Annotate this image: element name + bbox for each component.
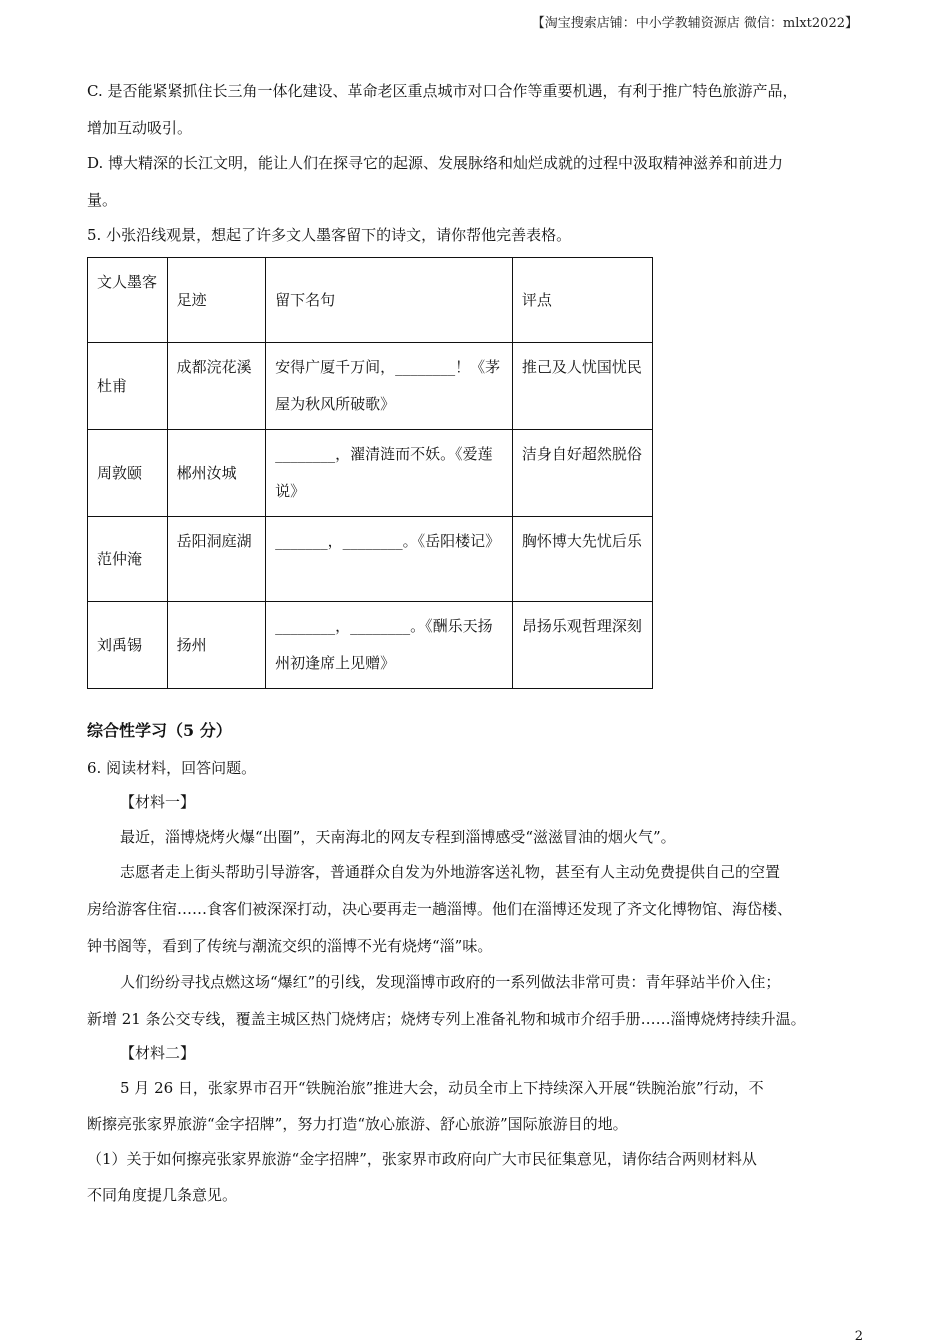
table-row — [88, 343, 653, 430]
cell-quote: ________，________。《酬乐天扬州初逢席上见赠》 — [266, 602, 513, 689]
table-header-row — [88, 258, 653, 343]
material-1-line: 钟书阁等，看到了传统与潮流交织的淄博不光有烧烤“淄”味。 — [87, 937, 493, 955]
cell-quote: _______，________。《岳阳楼记》 — [266, 517, 513, 602]
question-6: 6. 阅读材料，回答问题。 — [87, 759, 257, 777]
table-row — [88, 517, 653, 602]
option-c-line-1: C. 是否能紧紧抓住长三角一体化建设、革命老区重点城市对口合作等重要机遇，有利于推广特色旅游产品， — [87, 82, 798, 100]
option-c-line-2: 增加互动吸引。 — [87, 119, 193, 137]
table-row — [88, 430, 653, 517]
cell-comment: 洁身自好超然脱俗 — [512, 430, 652, 517]
sub-question-1-line-2: 不同角度提几条意见。 — [87, 1186, 238, 1204]
header-place: 足迹 — [167, 258, 265, 343]
material-2-title: 【材料二】 — [120, 1044, 196, 1062]
table-row — [88, 602, 653, 689]
material-1-line: 最近，淄博烧烤火爆“出圈”，天南海北的网友专程到淄博感受“滋滋冒油的烟火气”。 — [120, 828, 676, 846]
cell-place: 成都浣花溪 — [167, 343, 265, 430]
option-d-line-1: D. 博大精深的长江文明，能让人们在探寻它的起源、发展脉络和灿烂成就的过程中汲取精神滋养和前进力 — [87, 154, 784, 172]
cell-poet: 杜甫 — [88, 343, 168, 430]
header-quote: 留下名句 — [266, 258, 513, 343]
cell-poet: 范仲淹 — [88, 517, 168, 602]
header-poet: 文人墨客 — [88, 258, 168, 343]
cell-place: 扬州 — [167, 602, 265, 689]
option-d-line-2: 量。 — [87, 191, 118, 209]
header-comment: 评点 — [512, 258, 652, 343]
section-title: 综合性学习（5 分） — [87, 721, 232, 740]
page-header: 【淘宝搜索店铺：中小学教辅资源店 微信：mlxt2022】 — [531, 16, 858, 31]
cell-comment: 昂扬乐观哲理深刻 — [512, 602, 652, 689]
material-2-line: 断擦亮张家界旅游“金字招牌”，努力打造“放心旅游、舒心旅游”国际旅游目的地。 — [87, 1115, 628, 1133]
question-5: 5. 小张沿线观景，想起了许多文人墨客留下的诗文，请你帮他完善表格。 — [87, 226, 572, 244]
cell-poet: 周敦颐 — [88, 430, 168, 517]
material-2-line: 5 月 26 日，张家界市召开“铁腕治旅”推进大会，动员全市上下持续深入开展“铁腕治旅”行动，不 — [120, 1079, 764, 1097]
material-1-title: 【材料一】 — [120, 793, 196, 811]
material-1-line: 志愿者走上街头帮助引导游客，普通群众自发为外地游客送礼物，甚至有人主动免费提供自己的空置 — [120, 863, 781, 881]
material-1-line: 房给游客住宿……食客们被深深打动，决心要再走一趟淄博。他们在淄博还发现了齐文化博物馆、海岱楼、 — [87, 900, 793, 918]
cell-place: 郴州汝城 — [167, 430, 265, 517]
cell-poet: 刘禹锡 — [88, 602, 168, 689]
sub-question-1-line-1: （1）关于如何擦亮张家界旅游“金字招牌”，张家界市政府向广大市民征集意见，请你结合两则材料从 — [87, 1150, 757, 1168]
cell-quote: 安得广厦千万间，________！《茅屋为秋风所破歌》 — [266, 343, 513, 430]
cell-comment: 推己及人忧国忧民 — [512, 343, 652, 430]
cell-quote: ________，濯清涟而不妖。《爱莲说》 — [266, 430, 513, 517]
material-1-line: 新增 21 条公交专线，覆盖主城区热门烧烤店；烧烤专列上准备礼物和城市介绍手册……淄博烧烤持续升温。 — [87, 1010, 806, 1028]
material-1-line: 人们纷纷寻找点燃这场“爆红”的引线，发现淄博市政府的一系列做法非常可贵：青年驿站半价入住； — [120, 973, 781, 991]
page-number: 2 — [854, 1329, 863, 1344]
cell-comment: 胸怀博大先忧后乐 — [512, 517, 652, 602]
cell-place: 岳阳洞庭湖 — [167, 517, 265, 602]
poet-table — [87, 257, 653, 689]
